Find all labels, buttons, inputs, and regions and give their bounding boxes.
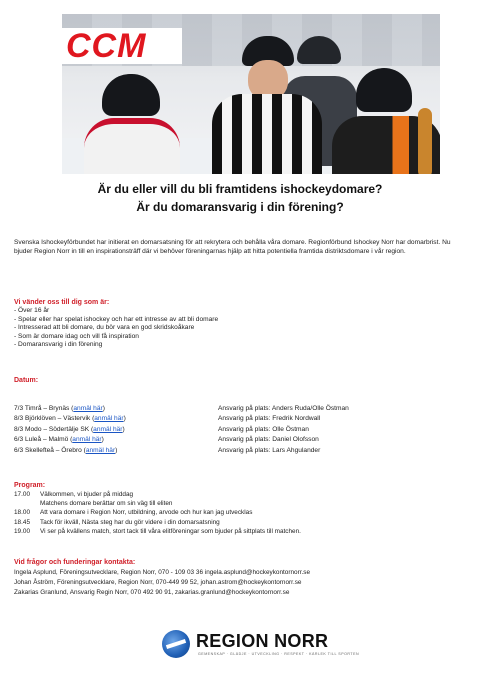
date-row [14,404,466,414]
program-time: 19.00 [14,527,30,535]
ccm-logo-text: CCM [66,27,147,65]
audience-item: - Över 16 år [14,307,50,314]
register-link[interactable]: anmäl här [72,436,102,444]
responsible-label: Ansvarig på plats: Fredrik Nordwall [218,415,321,423]
region-norr-logo [162,626,360,662]
audience-item: - Intresserad att bli domare, du bör vara en god skridskoåkare [14,324,195,332]
program-text: Vi ser på kvällens match, stort tack till våra elitföreningar som bjuder på sittplats till matchen. [40,527,301,535]
responsible-label: Ansvarig på plats: Daniel Olofsson [218,436,319,444]
referee [212,36,322,174]
audience-item: - Domaransvarig i din förening [14,341,103,349]
game-label: 6/3 Luleå – Malmö ( [14,436,73,444]
player-right [332,68,440,174]
game-label: 7/3 Timrå – Brynäs ( [14,405,74,412]
paren-close: ) [115,446,118,454]
program-text: Välkommen, vi bjuder på middag [40,491,134,498]
responsible-label: Ansvarig på plats: Lars Ahgulander [218,446,321,454]
audience-item: - Spelar eller har spelat ishockey och har ett intresse av att bli domare [14,315,219,323]
register-link[interactable]: anmäl här [94,415,124,423]
dates-list [14,404,466,456]
date-row [14,425,466,435]
program-text: Att vara domare i Region Norr, utbildning, arvode och hur kan jag utvecklas [40,509,253,517]
contact-list [14,568,466,598]
headline-line-1: Är du eller vill du bli framtidens ishockeydomare? [97,182,383,196]
contact-line: Johan Åström, Föreningsutvecklare, Region Norr, 070-449 99 52, johan.astrom@hockeykontornorr.se [14,579,302,586]
program-row [14,508,466,517]
contact-line: Ingela Asplund, Föreningsutvecklare, Region Norr, 070 - 109 03 36 ingela.asplund@hockeykontornorr.se [14,569,311,576]
paren-close: ) [101,436,104,444]
contact-heading: Vid frågor och funderingar kontakta: [14,559,136,566]
register-link[interactable]: anmäl här [85,446,116,454]
program-row [14,527,466,536]
headline-line-2: Är du domaransvarig i din förening? [136,200,344,214]
date-row [14,446,466,456]
program-time: 17.00 [14,491,30,498]
audience-list [14,307,218,350]
program-row [14,490,466,499]
region-norr-emblem-icon [162,630,190,658]
hero-photo [62,14,440,174]
region-norr-wordmark: REGION NORR [196,631,329,651]
responsible-label: Ansvarig på plats: Olle Östman [218,425,309,433]
date-row [14,414,466,424]
audience-item: - Som är domare idag och vill få inspiration [14,332,139,340]
region-norr-tagline: GEMENSKAP · GLÄDJE · UTVECKLING · RESPEKT · KÄRLEK TILL SPORTEN [198,652,360,656]
audience-heading: Vi vänder oss till dig som är: [14,299,110,306]
game-label: 6/3 Skellefteå – Örebro ( [14,446,86,454]
program-row [14,518,466,527]
game-label: 8/3 Modo – Södertälje SK ( [14,425,94,433]
game-label: 8/3 Björklöven – Västervik ( [14,415,95,423]
contact-line: Zakarias Granlund, Ansvarig Regin Norr, 070 492 90 91, zakarias.granlund@hockeykontornorr.se [14,589,290,596]
program-heading: Program: [14,482,46,489]
paren-close: ) [123,415,126,423]
date-row [14,435,466,445]
program-time: 18.00 [14,509,30,517]
paren-close: ) [102,405,105,412]
program-list [14,490,466,536]
responsible-label: Ansvarig på plats: Anders Ruda/Olle Östman [218,405,349,412]
program-text: Matchens domare berättar om sin väg till eliten [40,500,173,508]
intro-paragraph: Svenska Ishockeyförbundet har initierat en domarsatsning för att rekrytera och behålla våra domare. Regionförbund Ishockey Norr har domarbrist. Nu bjuder Region Norr in till en inspirationsträff där vi behöver föreningarnas hjälp att hitta potentiella framtida distriktsdomare i vår region. [14,239,451,255]
program-text: Tack för ikväll, Nästa steg har du gör videre i din domarsatsning [40,518,220,526]
register-link[interactable]: anmäl här [93,425,123,433]
register-link[interactable]: anmäl här [73,405,103,412]
player-left [84,74,180,174]
paren-close: ) [122,425,125,433]
program-row [14,499,466,508]
dates-heading: Datum: [14,377,39,384]
ccm-logo [62,28,182,64]
program-time: 18.45 [14,518,30,526]
